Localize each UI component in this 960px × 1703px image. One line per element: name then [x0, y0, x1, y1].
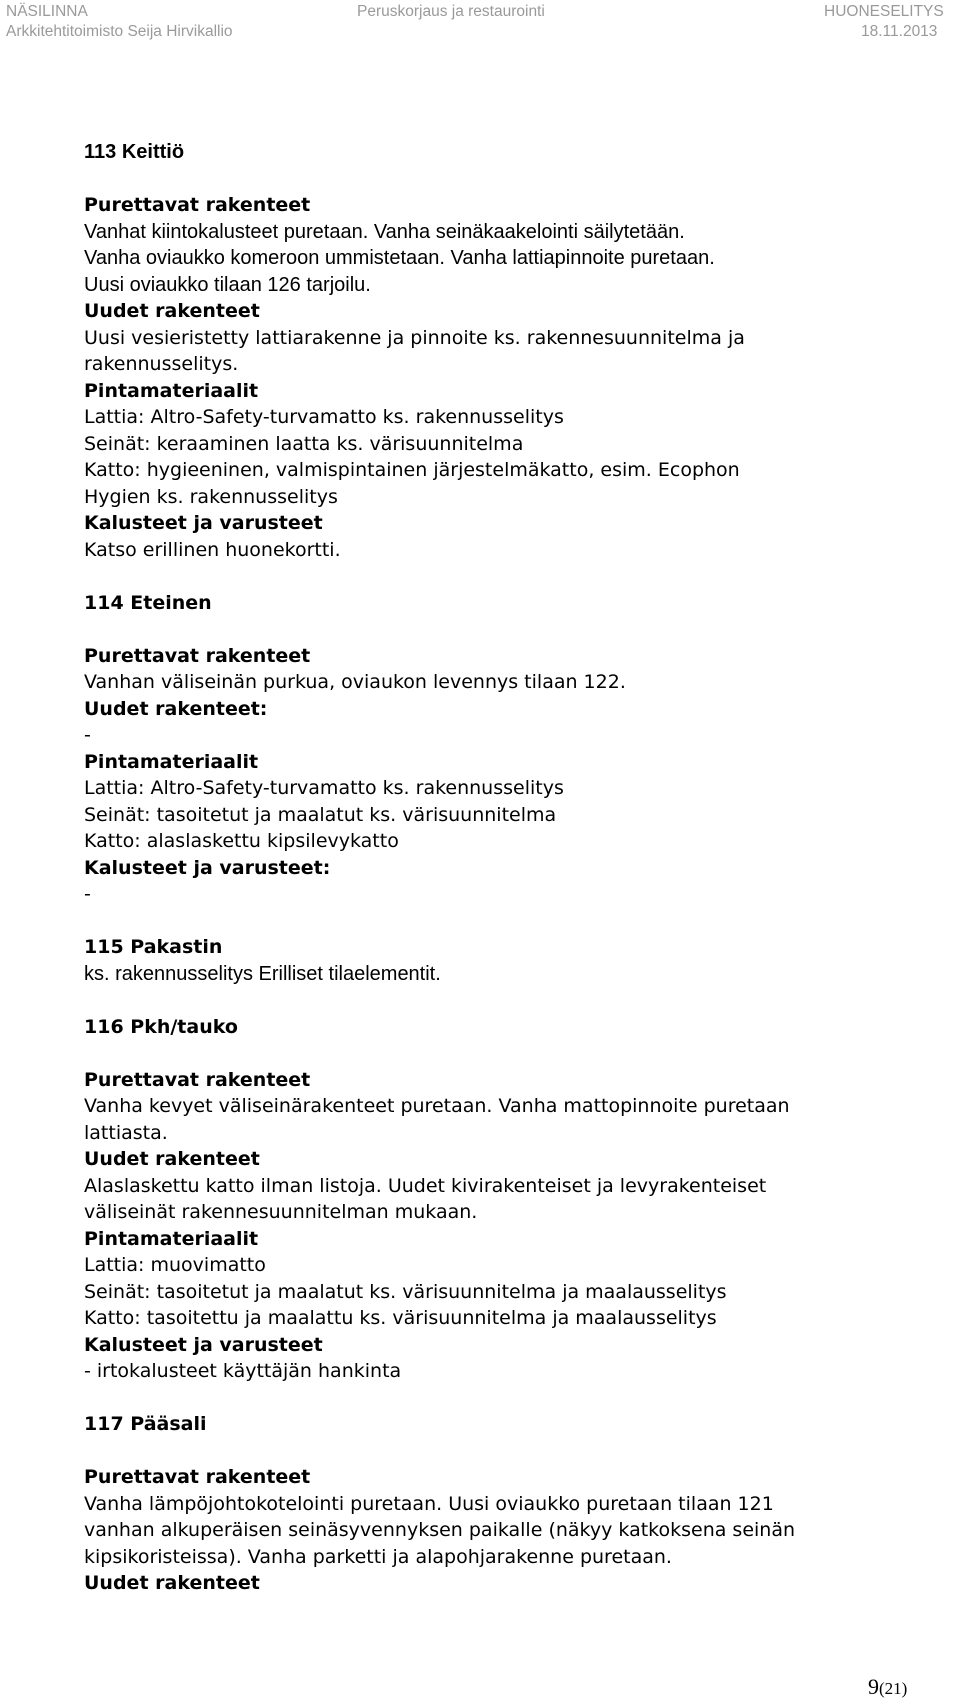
text-line: Katso erillinen huonekortti.	[84, 538, 341, 561]
text-line: Vanha lämpöjohtokotelointi puretaan. Uusi oviaukko puretaan tilaan 121	[84, 1492, 774, 1515]
heading-surfaces-113: Pintamateriaalit	[84, 379, 259, 402]
heading-surfaces-116: Pintamateriaalit	[84, 1227, 259, 1250]
text-line: Vanha oviaukko komeroon ummistetaan. Vanha lattiapinnoite puretaan.	[84, 247, 715, 269]
heading-new-114: Uudet rakenteet:	[84, 697, 268, 720]
heading-furnishings-114: Kalusteet ja varusteet:	[84, 856, 331, 879]
page-total: (21)	[879, 1679, 908, 1698]
heading-new-113: Uudet rakenteet	[84, 300, 260, 322]
text-line: ks. rakennusselitys Erilliset tilaelementit.	[84, 962, 441, 985]
text-line: Vanha kevyet väliseinärakenteet puretaan. Vanha mattopinnoite puretaan	[84, 1095, 790, 1117]
header-doc-type: HUONESELITYS	[824, 3, 944, 20]
heading-demolition-117: Purettavat rakenteet	[84, 1466, 311, 1488]
heading-demolition-116: Purettavat rakenteet	[84, 1068, 311, 1091]
document-body	[84, 139, 924, 1597]
header-project: NÄSILINNA	[6, 3, 88, 20]
page-current: 9	[868, 1674, 879, 1699]
header-subject: Peruskorjaus ja restaurointi	[357, 3, 545, 20]
text-line: Katto: alaslaskettu kipsilevykatto	[84, 830, 399, 852]
heading-surfaces-114: Pintamateriaalit	[84, 750, 259, 773]
section-title-114: 114 Eteinen	[84, 591, 212, 614]
text-line: rakennusselitys.	[84, 353, 239, 375]
text-line: Seinät: keraaminen laatta ks. värisuunnitelma	[84, 432, 524, 455]
text-line: lattiasta.	[84, 1121, 168, 1144]
page-header	[0, 0, 960, 44]
header-office: Arkkitehtitoimisto Seija Hirvikallio	[6, 23, 233, 40]
heading-furnishings-116: Kalusteet ja varusteet	[84, 1333, 323, 1356]
text-line: vanhan alkuperäisen seinäsyvennyksen paikalle (näkyy katkoksena seinän	[84, 1519, 796, 1541]
text-line: Vanhat kiintokalusteet puretaan. Vanha seinäkaakelointi säilytetään.	[84, 220, 685, 243]
text-line: väliseinät rakennesuunnitelman mukaan.	[84, 1201, 478, 1223]
header-date: 18.11.2013	[861, 23, 938, 40]
text-line: Seinät: tasoitetut ja maalatut ks. värisuunnitelma	[84, 803, 557, 826]
text-line: Lattia: Altro-Safety-turvamatto ks. rakennusselitys	[84, 406, 564, 428]
text-line: Alaslaskettu katto ilman listoja. Uudet kivirakenteiset ja levyrakenteiset	[84, 1174, 767, 1197]
text-line: -	[84, 883, 91, 905]
text-line: Katto: tasoitettu ja maalattu ks. värisuunnitelma ja maalausselitys	[84, 1307, 717, 1329]
heading-demolition-114: Purettavat rakenteet	[84, 644, 311, 667]
text-line: Uusi vesieristetty lattiarakenne ja pinnoite ks. rakennesuunnitelma ja	[84, 326, 745, 349]
heading-furnishings-113: Kalusteet ja varusteet	[84, 512, 323, 534]
section-title-117: 117 Pääsali	[84, 1413, 207, 1435]
text-line: Uusi oviaukko tilaan 126 tarjoilu.	[84, 273, 371, 296]
text-line: Vanhan väliseinän purkua, oviaukon levennys tilaan 122.	[84, 671, 626, 693]
text-line: Lattia: Altro-Safety-turvamatto ks. rakennusselitys	[84, 777, 564, 799]
text-line: kipsikoristeissa). Vanha parketti ja alapohjarakenne puretaan.	[84, 1545, 672, 1568]
heading-new-117: Uudet rakenteet	[84, 1572, 260, 1594]
section-title-115: 115 Pakastin	[84, 936, 223, 958]
text-line: Seinät: tasoitetut ja maalatut ks. värisuunnitelma ja maalausselitys	[84, 1280, 727, 1303]
text-line: Hygien ks. rakennusselitys	[84, 485, 338, 508]
text-line: - irtokalusteet käyttäjän hankinta	[84, 1360, 402, 1382]
section-title-113: 113 Keittiö	[84, 141, 185, 163]
text-line: Katto: hygieeninen, valmispintainen järjestelmäkatto, esim. Ecophon	[84, 459, 740, 481]
text-line: Lattia: muovimatto	[84, 1254, 266, 1276]
page-number	[868, 1675, 907, 1701]
heading-new-116: Uudet rakenteet	[84, 1148, 260, 1170]
section-title-116: 116 Pkh/tauko	[84, 1015, 238, 1038]
heading-demolition-113: Purettavat rakenteet	[84, 194, 311, 216]
text-line: -	[84, 724, 91, 746]
